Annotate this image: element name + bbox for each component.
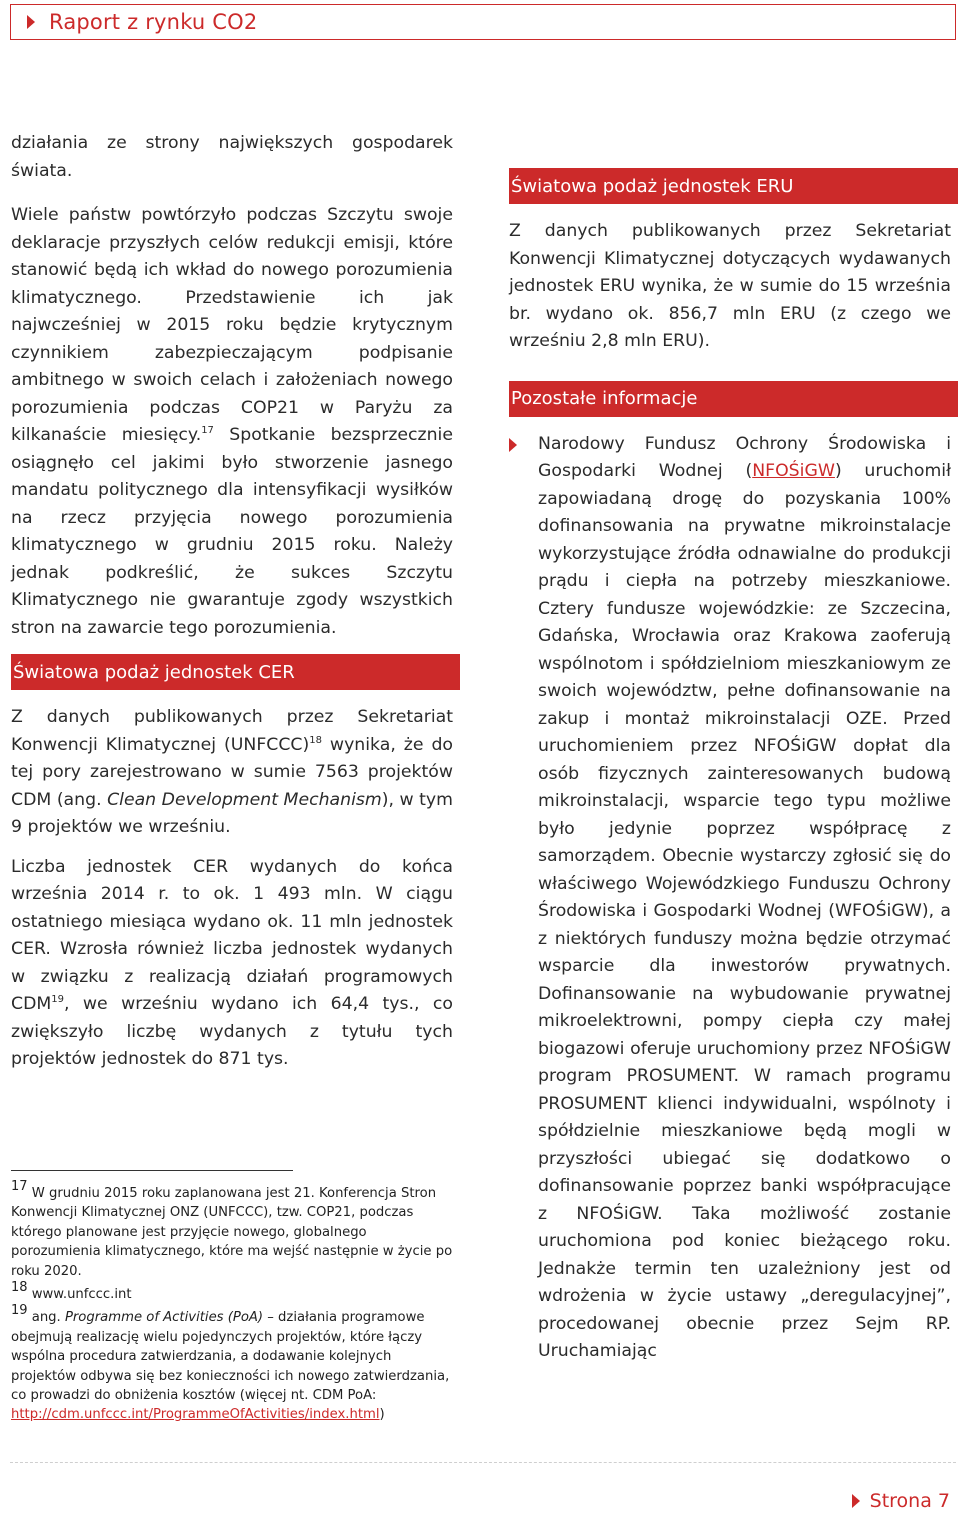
footnote-19: $^{19}$ ang. Programme of Activities (PoA) – działania programowe obejmują realizację wielu pojedynczych projektów, które łączy wspólna procedura zatwierdzania, a dodawanie kolejnych projektów odbywa się bez konieczności ich nowego zatwierdzania, co prowadzi do obniżenia kosztów (więcej nt. CDM PoA: http://cdm.unfccc.int/ProgrammeOfActivities/index.html): [11, 1303, 450, 1423]
footnote-17: $^{17}$ W grudniu 2015 roku zaplanowana jest 21. Konferencja Stron Konwencji Klimatycznej ONZ (UNFCCC), tzw. COP21, podczas którego planowane jest przyjęcie nowego, globalnego porozumienia klimatycznego, które ma wejść następnie w życie po roku 2020.: [11, 1179, 453, 1279]
section-header-eru: Światowa podaż jednostek ERU: [509, 168, 958, 204]
paragraph-summit: Wiele państw powtórzyło podczas Szczytu swoje deklaracje przyszłych celów redukcji emisji, które stanowić będą ich wkład do nowego porozumienia klimatycznego. Przedstawienie ich jak najwcześniej w 2015 roku będzie krytycznym czynnikiem zabezpieczającym podpisanie ambitnego w swoich celach i założeniach nowego porozumienia podczas COP21 w Paryżu za kilkanaście miesięcy.$^{17}$ Spotkanie bezsprzecznie osiągnęło cel jakimi było stworzenie jasnego mandatu politycznego dla intensyfikacji wysiłków na rzecz przyjęcia nowego porozumienia klimatycznego w grudniu 2015 roku. Należy jednak podkreślić, że sukces Szczytu Klimatycznego nie gwarantuje zgody wszystkich stron na zawarcie tego porozumienia.: [11, 205, 453, 638]
cdm-poa-link[interactable]: http://cdm.unfccc.int/ProgrammeOfActivities/index.html: [11, 1407, 380, 1423]
report-title: Raport z rynku CO2: [49, 10, 258, 34]
triangle-right-icon: [852, 1494, 860, 1508]
triangle-right-icon: [27, 15, 35, 29]
nfosigw-link[interactable]: NFOŚiGW: [752, 461, 835, 481]
paragraph-eru: Z danych publikowanych przez Sekretariat Konwencji Klimatycznej dotyczących wydawanych jednostek ERU wynika, że w sumie do 15 września br. wydano ok. 856,7 mln ERU (z czego we wrześniu 2,8 mln ERU).: [509, 221, 951, 351]
footnote-ref-18[interactable]: 18: [309, 734, 322, 746]
triangle-right-icon: [509, 438, 517, 452]
left-column: [11, 130, 453, 1074]
right-column: [509, 168, 951, 1366]
paragraph-cer-issued: Liczba jednostek CER wydanych do końca września 2014 r. to ok. 1 493 mln. W ciągu ostatniego miesiąca wydano ok. 11 mln jednostek CER. Wzrosła również liczba jednostek wydanych w związku z realizacją działań programowych CDM$^{19}$, we wrześniu wydano ich 64,4 tys., co zwiększyło liczbę wydanych z tytułu tych projektów jednostek do 871 tys.: [11, 856, 453, 1069]
footnote-ref-17[interactable]: 17: [201, 425, 214, 436]
bullet-text-nfosigw: Narodowy Fundusz Ochrony Środowiska i Gospodarki Wodnej (NFOŚiGW) uruchomił zapowiadaną drogę do pozyskania 100% dofinansowania na prywatne mikroinstalacje wykorzystujące źródła odnawialne do produkcji prądu i ciepła na potrzeby mieszkaniowe. Cztery fundusze wojewódzkie: ze Szczecina, Gdańska, Wrocławia oraz Krakowa zaoferują wspólnotom i spółdzielniom mieszkaniowym ze swoich województw, pełne dofinansowanie na zakup i montaż mikroinstalacji OZE. Przed uruchomieniem przez NFOŚiGW dopłat dla osób fizycznych zainteresowanych budową mikroinstalacji, wsparcie tego typu możliwe było jedynie poprzez współpracę z samorządem. Obecnie wystarczy zgłosić się do właściwego Wojewódzkiego Funduszu Ochrony Środowiska i Gospodarki Wodnej (WFOŚiGW), a z niektórych funduszy można będzie otrzymać wsparcie dla inwestorów prywatnych. Dofinansowanie na wybudowanie prywatnej mikroelektrowni, pompy ciepła czy małej biogazowi oferuje uruchomiony przez NFOŚiGW program PROSUMENT. W ramach programu PROSUMENT klienci indywidualni, wspólnoty i spółdzielnie mieszkaniowe będą mogli w przyszłości ubiegać się dodatkowo o dofinansowanie poprzez banki współpracujące z NFOŚiGW. Taka możliwość zostanie uruchomiona pod koniec bieżącego roku. Jednakże termin ten uzależniony jest od wdrożenia w życie ustawy „deregulacyjnej”, procedowanej obecnie przez Sejm RP. Uruchamiając: [538, 433, 951, 1361]
section-header-cer: Światowa podaż jednostek CER: [11, 654, 460, 690]
footnotes: [11, 1179, 456, 1429]
section-header-other-info: Pozostałe informacje: [509, 381, 958, 417]
footnote-18: $^{18}$ www.unfccc.int: [11, 1280, 132, 1303]
paragraph-intro: działania ze strony największych gospodarek świata.: [11, 133, 453, 181]
footnote-divider: [11, 1170, 293, 1171]
page-number: [852, 1490, 950, 1512]
footnote-ref-19[interactable]: 19: [51, 994, 65, 1005]
list-item: [509, 431, 951, 1366]
paragraph-cdm-projects: Z danych publikowanych przez Sekretariat Konwencji Klimatycznej (UNFCCC)$^{18}$ wynika, że do tej pory zarejestrowano w sumie 7563 projektów CDM (ang. Clean Development Mechanism), w tym 9 projektów we wrześniu.: [11, 707, 453, 837]
footer-divider: [10, 1462, 956, 1463]
report-header: [10, 4, 956, 40]
page-label: Strona 7: [869, 1490, 950, 1512]
